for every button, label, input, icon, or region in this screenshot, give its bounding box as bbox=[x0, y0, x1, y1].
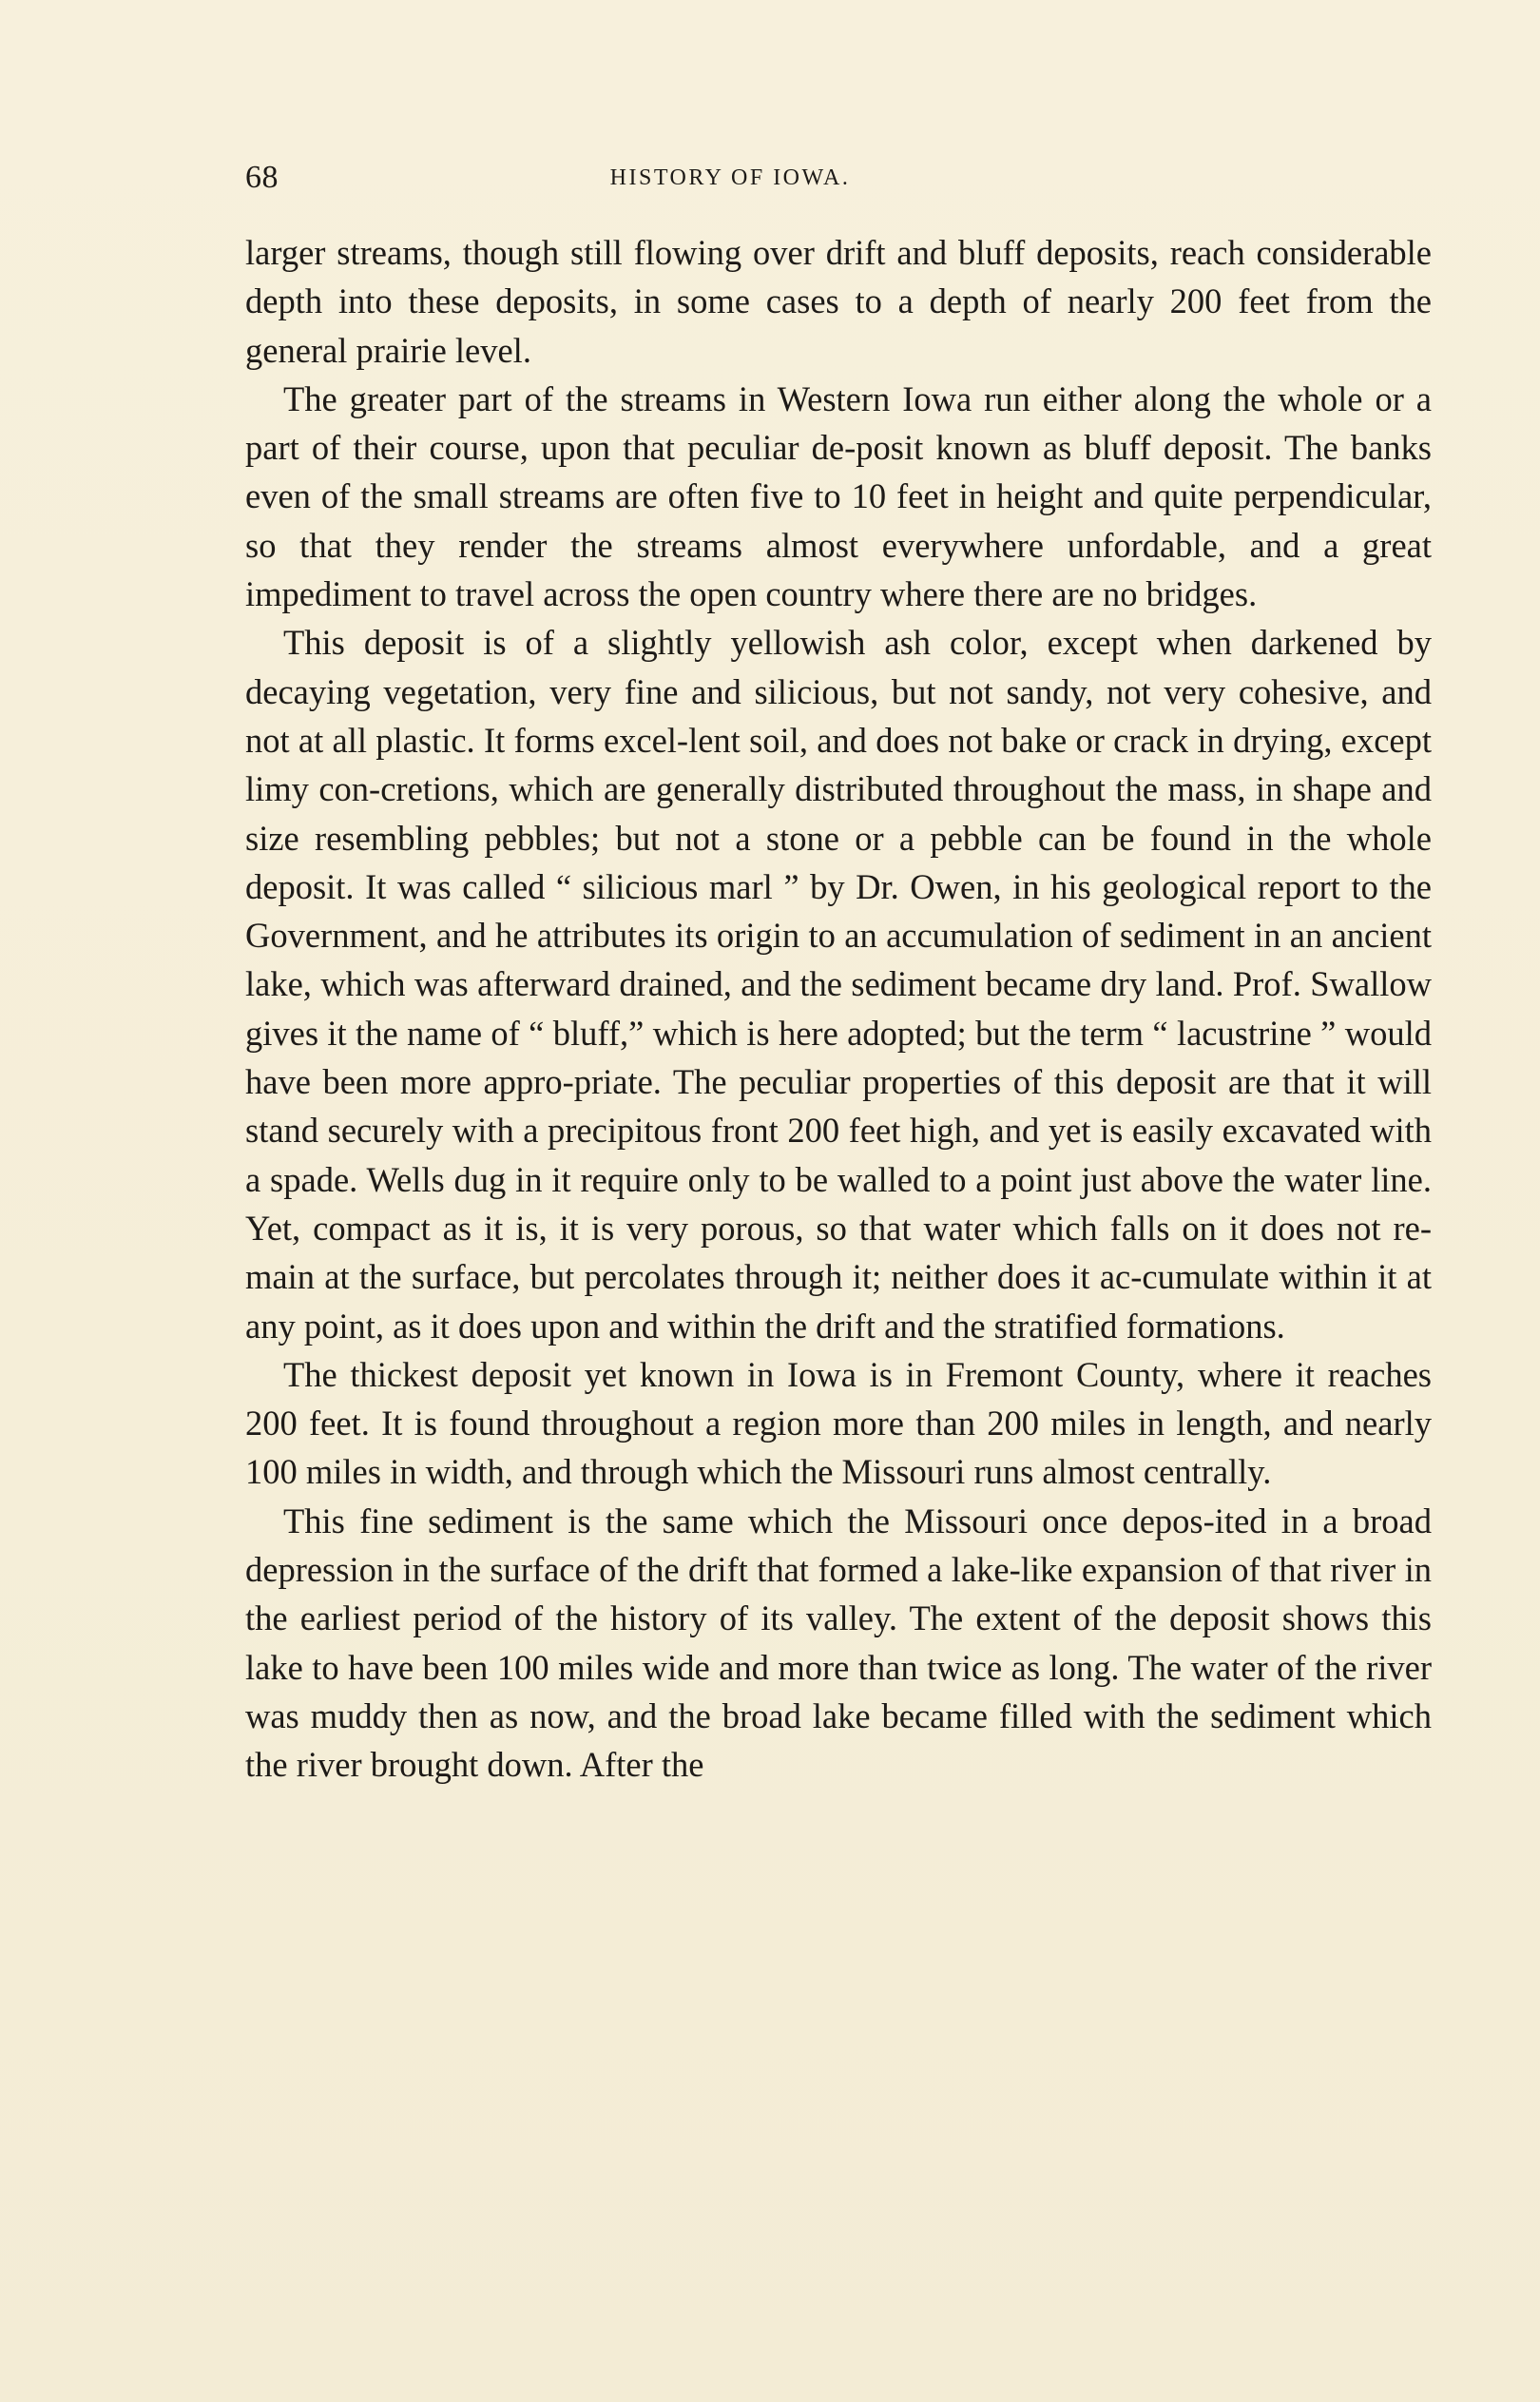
page-header bbox=[245, 160, 1215, 207]
paragraph-continuation: larger streams, though still flowing over drift and bluff deposits, reach considerable depth into these deposits, in some cases to a depth of nearly 200 feet from the general prairie level. bbox=[245, 233, 1432, 370]
page-number: 68 bbox=[245, 160, 279, 195]
paragraph-streams-western-iowa: The greater part of the streams in Western Iowa run either along the whole or a part of their course, upon that peculiar de-posit known as bluff deposit. The banks even of the small streams are often five to 10 feet in height and quite perpendicular, so that they render the streams almost everywhere unfordable, and a great impediment to travel across the open country where there are no bridges. bbox=[245, 378, 1432, 614]
running-head: HISTORY OF IOWA. bbox=[609, 165, 851, 190]
body-text bbox=[245, 228, 1432, 1790]
paragraph-deposit-description: This deposit is of a slightly yellowish ash color, except when darkened by decaying vegetation, very fine and silicious, but not sandy, not very cohesive, and not at all plastic. It forms excel-lent soil, and does not bake or crack in drying, except limy con-cretions, which are generally distributed throughout the mass, in shape and size resembling pebbles; but not a stone or a pebble can be found in the whole deposit. It was called “ silicious marl ” by Dr. Owen, in his geological report to the Government, and he attributes its origin to an accumulation of sediment in an ancient lake, which was afterward drained, and the sediment became dry land. Prof. Swallow gives it the name of “ bluff,” which is here adopted; but the term “ lacustrine ” would have been more appro-priate. The peculiar properties of this deposit are that it will stand securely with a precipitous front 200 feet high, and yet is easily excavated with a spade. Wells dug in it require only to be walled to a point just above the water line. Yet, compact as it is, it is very porous, so that water which falls on it does not re-main at the surface, but percolates through it; neither does it ac-cumulate within it at any point, as it does upon and within the drift and the stratified formations. bbox=[245, 623, 1432, 1346]
paragraph-fine-sediment: This fine sediment is the same which the Missouri once depos-ited in a broad depression in the surface of the drift that formed a lake-like expansion of that river in the earliest period of the history of its valley. The extent of the deposit shows this lake to have been 100 miles wide and more than twice as long. The water of the river was muddy then as now, and the broad lake became filled with the sediment which the river brought down. After the bbox=[245, 1501, 1432, 1785]
paragraph-thickest-deposit: The thickest deposit yet known in Iowa is in Fremont County, where it reaches 200 feet. It is found throughout a region more than 200 miles in length, and nearly 100 miles in width, and through which the Missouri runs almost centrally. bbox=[245, 1354, 1432, 1492]
